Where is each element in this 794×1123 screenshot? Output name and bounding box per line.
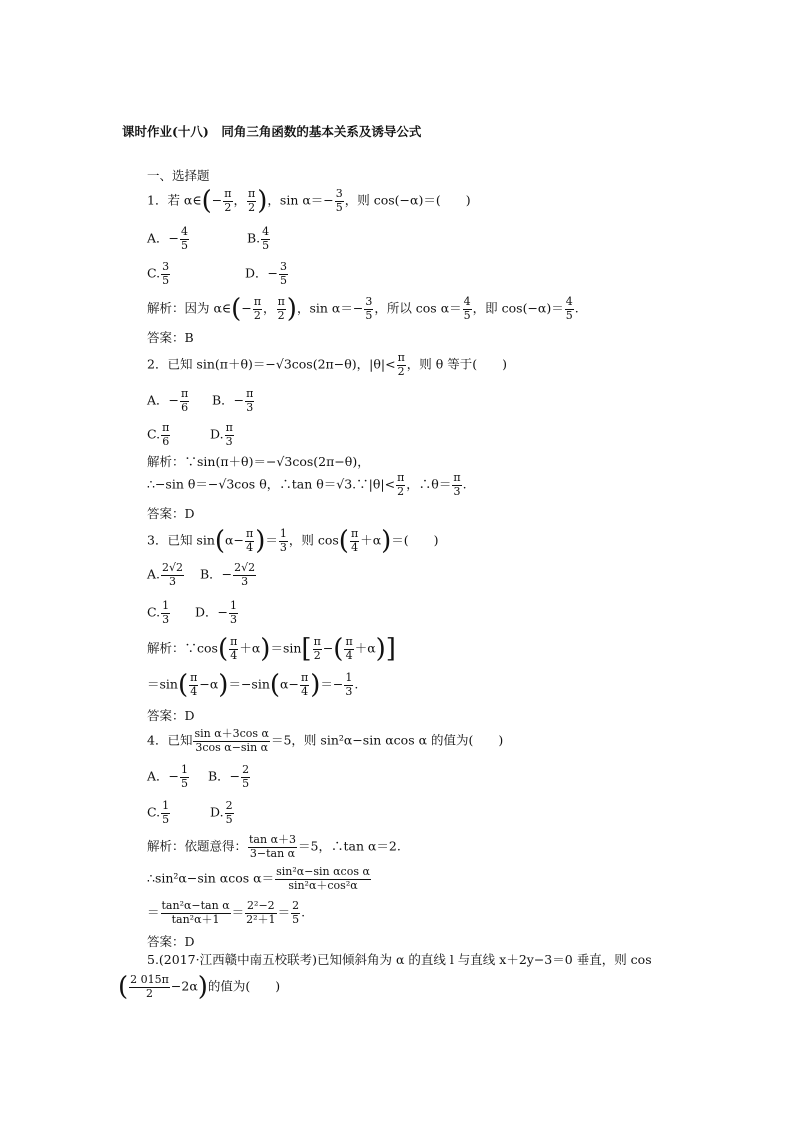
question-4-answer: 答案：D xyxy=(147,934,195,949)
question-2-option-c: C. $\frac{\pi}{6}$ xyxy=(147,421,170,448)
question-2-option-a: A．− $\frac{\pi}{6}$ xyxy=(147,387,189,414)
question-1-stem: 1．若 α∈(− $\frac{\pi}{2}$ ， $\frac{\pi}{2}$ )，sin α＝− $\frac{3}{5}$ ，则 cos(−α)＝( ) xyxy=(147,186,471,217)
question-1-option-c: C. $\frac{3}{5}$ xyxy=(147,260,170,287)
question-2-option-d: D. $\frac{\pi}{3}$ xyxy=(210,421,233,448)
question-3-solution-line-1: 解析：∵cos( $\frac{\pi}{4}$ ＋α)＝sin[ $\frac{\pi}{2}$ −( $\frac{\pi}{4}$ ＋α)] xyxy=(147,634,396,665)
question-4-solution-line-3: ＝ $\frac{\text{tan²α−tan α}}{\text{tan²α＋1}}$ ＝ $\frac{\text{2²−2}}{\text{2²＋1}}$ ＝ $\frac{2}{5}$ . xyxy=(147,899,306,926)
question-3-option-a: A. $\frac{2√2}{3}$ xyxy=(147,561,184,588)
question-2-stem: 2．已知 sin(π＋θ)＝−√3cos(2π−θ)，|θ|< $\frac{\pi}{2}$ ，则 θ 等于( ) xyxy=(147,351,508,378)
question-2-answer: 答案：D xyxy=(147,506,195,521)
question-3-option-b: B．− $\frac{2√2}{3}$ xyxy=(200,561,256,588)
question-4-option-a: A．− $\frac{1}{5}$ xyxy=(147,763,189,790)
question-3-stem: 3．已知 sin(α− $\frac{\pi}{4}$ )＝ $\frac{1}{3}$ ，则 cos( $\frac{\pi}{4}$ ＋α)＝( ) xyxy=(147,526,439,557)
question-4-solution-line-1: 解析：依题意得： $\frac{\text{tan α＋3}}{\text{3−tan α}}$ ＝5，∴tan α＝2. xyxy=(147,833,401,860)
question-4-solution-line-2: ∴sin²α−sin αcos α＝ $\frac{\text{sin²α−sin αcos α}}{\text{sin²α＋cos²α}}$ xyxy=(147,865,370,892)
question-1-option-b: B. $\frac{4}{5}$ xyxy=(247,225,270,252)
page-title: 课时作业(十八) 同角三角函数的基本关系及诱导公式 xyxy=(122,124,422,139)
question-4-option-c: C. $\frac{1}{5}$ xyxy=(147,799,170,826)
question-5-stem-line-2: ( $\frac{2 015\pi}{2}$ −2α)的值为( ) xyxy=(118,972,281,1003)
question-2-option-b: B．− $\frac{\pi}{3}$ xyxy=(212,387,254,414)
question-4-option-b: B．− $\frac{2}{5}$ xyxy=(208,763,250,790)
question-1-answer: 答案：B xyxy=(147,330,194,345)
question-1-solution: 解析：因为 α∈(− $\frac{\pi}{2}$ ， $\frac{\pi}{2}$ )，sin α＝− $\frac{3}{5}$ ，所以 cos α＝ $\frac{4}{5}$ ，即 cos(−α)＝ $\frac{4}{5}$ . xyxy=(147,294,579,325)
section-heading: 一、选择题 xyxy=(147,168,210,183)
question-4-stem: 4．已知 $\frac{\text{sin α＋3cos α}}{\text{3cos α−sin α}}$ ＝5，则 sin²α−sin αcos α 的值为( ) xyxy=(147,727,504,754)
question-2-solution-line-2: ∴−sin θ＝−√3cos θ，∴tan θ＝√3.∵|θ|< $\frac{\pi}{2}$ ，∴θ＝ $\frac{\pi}{3}$ . xyxy=(147,471,467,498)
question-1-option-d: D．− $\frac{3}{5}$ xyxy=(245,260,287,287)
question-1-option-a: A．− $\frac{4}{5}$ xyxy=(147,225,189,252)
question-3-solution-line-2: ＝sin( $\frac{\pi}{4}$ −α)＝−sin(α− $\frac{\pi}{4}$ )＝− $\frac{1}{3}$ . xyxy=(147,670,359,701)
question-4-option-d: D. $\frac{2}{5}$ xyxy=(210,799,233,826)
question-3-answer: 答案：D xyxy=(147,708,195,723)
question-5-stem-line-1: 5.(2017·江西赣中南五校联考)已知倾斜角为 α 的直线 l 与直线 x＋2y−3＝0 垂直，则 cos xyxy=(147,952,652,967)
question-3-option-c: C. $\frac{1}{3}$ xyxy=(147,599,170,626)
question-2-solution-line-1: 解析：∵sin(π＋θ)＝−√3cos(2π−θ)， xyxy=(147,454,370,469)
question-3-option-d: D．− $\frac{1}{3}$ xyxy=(195,599,237,626)
